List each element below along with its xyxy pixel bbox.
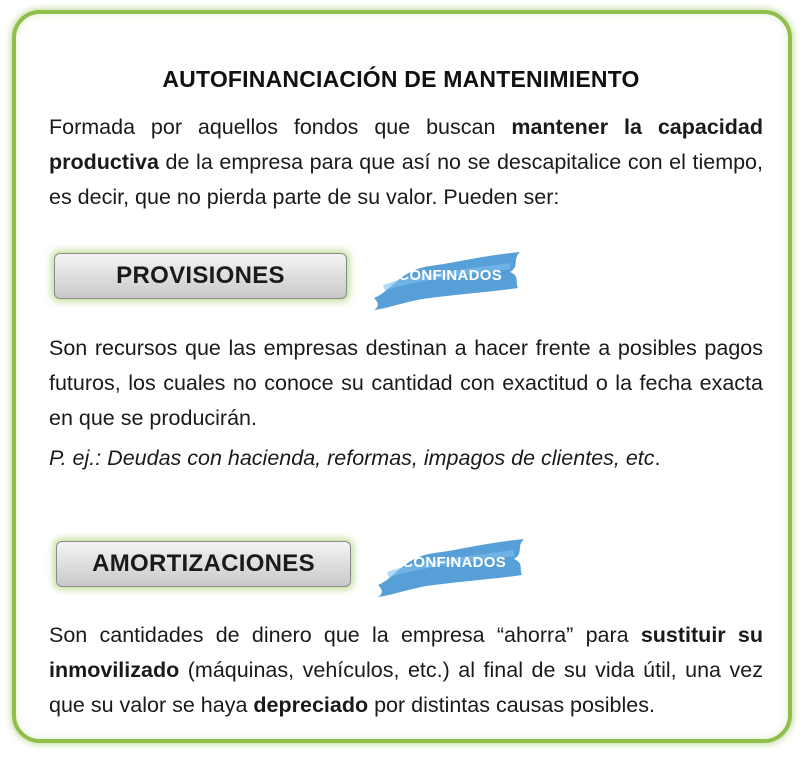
provisiones-paragraph: Son recursos que las empresas destinan a hacer frente a posibles pagos futuros, los cuales no conoce su cantidad con exactitud o la fecha exacta en que se producirán. [49,336,763,430]
brand-label: ECONFINADOS [387,267,503,284]
page-title: AUTOFINANCIACIÓN DE MANTENIMIENTO [162,66,640,92]
amortizaciones-paragraph [49,618,763,723]
provisiones-heading-button[interactable]: PROVISIONES [54,253,347,299]
content-frame [12,10,792,743]
brand-label: ECONFINADOS [391,554,507,571]
example-text: P. ej.: Deudas con hacienda, reformas, impagos de clientes, etc [49,446,655,470]
amortizaciones-heading-button[interactable]: AMORTIZACIONES [56,541,351,587]
intro-paragraph [49,110,763,215]
amort-text-2: (máquinas, vehículos, etc.) al final de su vida útil, una vez que su valor se haya [49,658,763,717]
amort-bold-2: depreciado [253,693,369,717]
intro-text-2: de la empresa para que así no se descapitalice con el tiempo, es decir, que no pierda parte de su valor. Pueden ser: [49,150,763,209]
econfinados-logo [370,248,530,314]
provisiones-example [49,441,763,476]
amort-bold-1: sustituir su inmovilizado [49,623,763,682]
intro-text-1: Formada por aquellos fondos que buscan [49,115,512,139]
intro-bold-1: mantener la capacidad productiva [49,115,763,174]
amort-text-1: Son cantidades de dinero que la empresa “ahorra” para [49,623,641,647]
example-period: . [654,446,661,470]
amort-text-3: por distintas causas posibles. [368,693,655,717]
econfinados-logo [374,535,534,601]
